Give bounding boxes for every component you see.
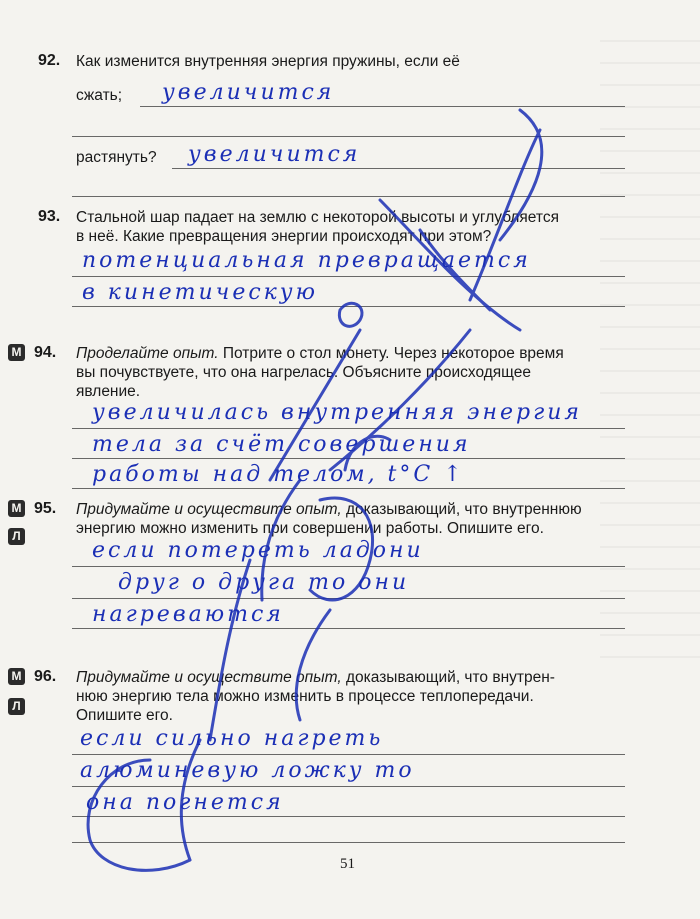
page-number: 51 [340,856,355,872]
question-95-emphasis: Придумайте и осуществите опыт, [76,501,342,518]
question-94-answer-line2: тела за счёт совершения [92,432,471,457]
answer-line [72,786,625,787]
answer-line [72,628,625,629]
question-95-text-line2: энергию можно изменить при совершении работы. Опишите его. [76,520,544,537]
question-96-answer-line1: если сильно нагреть [80,726,384,751]
question-94-text-line1-rest: Потрите о стол монету. Через некоторое время [222,345,564,362]
question-95-text-line1 [76,500,582,519]
question-96-answer-line3: она погнется [86,790,284,815]
question-96-answer-line2: алюминевую ложку то [80,758,415,783]
question-96-text-line1 [76,668,555,687]
question-95-answer-line1: если потереть ладони [92,538,424,563]
answer-line [72,816,625,817]
question-94-answer-line1: увеличилась внутренняя энергия [92,400,582,425]
answer-line [72,428,625,429]
answer-line [72,196,625,197]
answer-line [140,106,625,107]
answer-line [72,598,625,599]
question-94-text-line3: явление. [76,383,141,400]
question-96-number: 96. [34,668,57,685]
badge-m-icon: М [8,500,25,517]
question-93-number: 93. [38,208,61,225]
question-93-answer-line1: потенциальная превращается [82,248,531,273]
question-94-text-line1 [76,344,564,363]
answer-line [72,566,625,567]
bleed-through-text [600,40,700,660]
question-92-answer-stretch: увеличится [188,142,361,167]
answer-line [72,458,625,459]
badge-l-icon: Л [8,698,25,715]
question-95-answer-line3: нагреваются [92,602,284,627]
question-94-number: 94. [34,344,57,361]
question-96-text-line2: нюю энергию тела можно изменить в процессе теплопередачи. [76,688,534,705]
badge-m-icon: М [8,344,25,361]
question-96-text-line1-rest: доказывающий, что внутрен- [345,669,555,686]
question-92-answer-compress: увеличится [162,80,335,105]
question-95-answer-line2: друг о друга то они [118,570,410,595]
answer-line [72,488,625,489]
answer-line [72,842,625,843]
question-93-answer-line2: в кинетическую [82,280,318,305]
question-94-emphasis: Проделайте опыт. [76,345,219,362]
answer-line [72,754,625,755]
question-92-text-line2: сжать; [76,87,123,104]
question-94-text-line2: вы почувствуете, что она нагрелась. Объясните происходящее [76,364,531,381]
answer-line [172,168,625,169]
question-92-prompt-stretch: растянуть? [76,149,157,166]
badge-l-icon: Л [8,528,25,545]
question-95-number: 95. [34,500,57,517]
question-93-text-line1: Стальной шар падает на землю с некоторой высоты и углубляется [76,209,559,226]
question-93-text-line2: в неё. Какие превращения энергии происходят при этом? [76,228,492,245]
question-95-text-line1-rest: доказывающий, что внутреннюю [345,501,582,518]
question-96-emphasis: Придумайте и осуществите опыт, [76,669,342,686]
badge-m-icon: М [8,668,25,685]
answer-line [72,276,625,277]
question-96-text-line3: Опишите его. [76,707,173,724]
question-92-text-line1: Как изменится внутренняя энергия пружины, если её [76,53,460,70]
answer-line [72,306,625,307]
question-94-answer-line3: работы над телом, t°C ↑ [92,462,465,487]
answer-line [72,136,625,137]
question-92-number: 92. [38,52,61,69]
